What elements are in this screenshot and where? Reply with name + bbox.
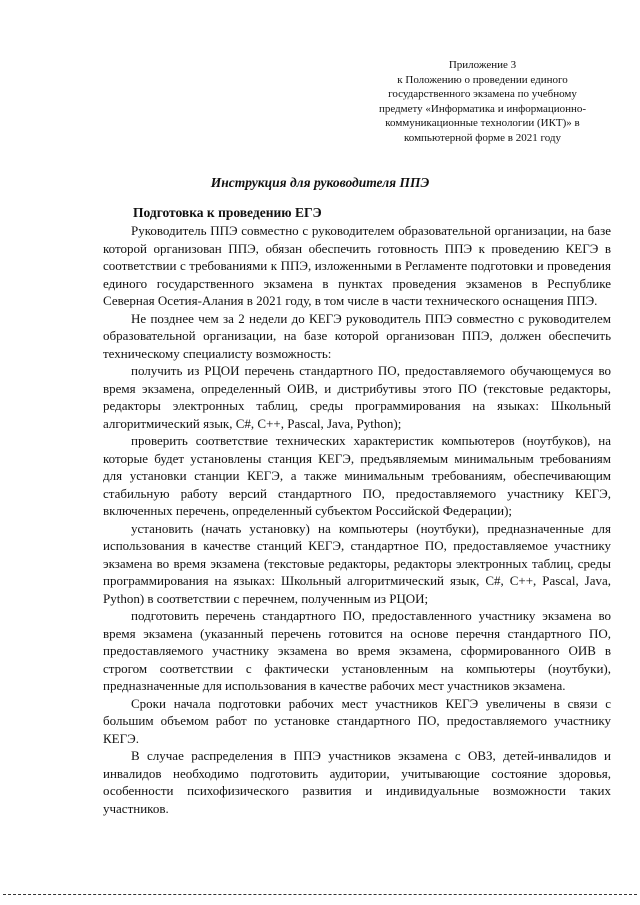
document-body xyxy=(103,222,611,817)
appendix-line: предмету «Информатика и информационно- xyxy=(378,102,587,115)
document-title: Инструкция для руководителя ППЭ xyxy=(210,175,430,190)
appendix-line: к Положению о проведении единого xyxy=(397,73,568,86)
appendix-note xyxy=(365,58,600,146)
paragraph: В случае распределения в ППЭ участников экзамена с ОВЗ, детей-инвалидов и инвалидов необходимо подготовить аудитории, учитывающие состояние здоровья, особенности психофизического развития и индивидуальные возможности таких участников. xyxy=(103,748,611,816)
paragraph: Руководитель ППЭ совместно с руководителем образовательной организации, на базе которой организован ППЭ, обязан обеспечить готовность ППЭ к проведению КЕГЭ в соответствии с требованиями к ППЭ, изложенными в Регламенте подготовки и проведения единого государственного экзамена в пунктах проведения экзаменов в Республике Северная Осетия-Алания в 2021 году, в том числе в части технического оснащения ППЭ. xyxy=(103,223,611,308)
paragraph: проверить соответствие технических характеристик компьютеров (ноутбуков), на которые будет установлены станция КЕГЭ, предъявляемым минимальным требованиям для установки станции КЕГЭ, а также минимальным требованиям, обеспечивающим стабильную работу версий стандартного ПО, предоставляемого участнику КЕГЭ, включенных перечень, определенный субъектом Российской Федерации); xyxy=(103,433,611,518)
paragraph: подготовить перечень стандартного ПО, предоставленного участнику экзамена во время экзамена (указанный перечень готовится на основе перечня стандартного ПО, предоставляемого участнику экзамена во время экзамена, сформированного ОИВ в строгом соответствии с фактически установленным на компьютеры (ноутбуки), предназначенные для использования в качестве рабочих мест участников экзамена. xyxy=(103,608,611,693)
paragraph: получить из РЦОИ перечень стандартного ПО, предоставляемого обучающемуся во время экзамена, определенный ОИВ, и дистрибутивы этого ПО (текстовые редакторы, редакторы электронных таблиц, среды программирования на языках: Школьный алгоритмический язык, C#, C++, Pascal, Java, Python); xyxy=(103,363,611,431)
paragraph: Сроки начала подготовки рабочих мест участников КЕГЭ увеличены в связи с большим объемом работ по установке стандартного ПО, предоставляемого участнику КЕГЭ. xyxy=(103,695,611,746)
paragraph: Не позднее чем за 2 недели до КЕГЭ руководитель ППЭ совместно с руководителем образовательной организации, на базе которой организован ППЭ, должен обеспечить техническому специалисту возможность: xyxy=(103,310,611,361)
footer-divider xyxy=(3,894,637,895)
section-heading: Подготовка к проведению ЕГЭ xyxy=(133,205,322,220)
appendix-line: государственного экзамена по учебному xyxy=(388,88,577,101)
appendix-line: компьютерной форме в 2021 году xyxy=(404,131,561,144)
paragraph: установить (начать установку) на компьютеры (ноутбуки), предназначенные для использования в качестве станций КЕГЭ, стандартное ПО, предоставляемое участнику экзамена во время экзамена (текстовые редакторы, редакторы электронных таблиц, среды программирования на языках: Школьный алгоритмический язык, C#, C++, Pascal, Java, Python) в соответствии с перечнем, полученным из РЦОИ; xyxy=(103,520,611,606)
appendix-line: коммуникационные технологии (ИКТ)» в xyxy=(385,117,580,130)
appendix-line: Приложение 3 xyxy=(448,59,517,71)
